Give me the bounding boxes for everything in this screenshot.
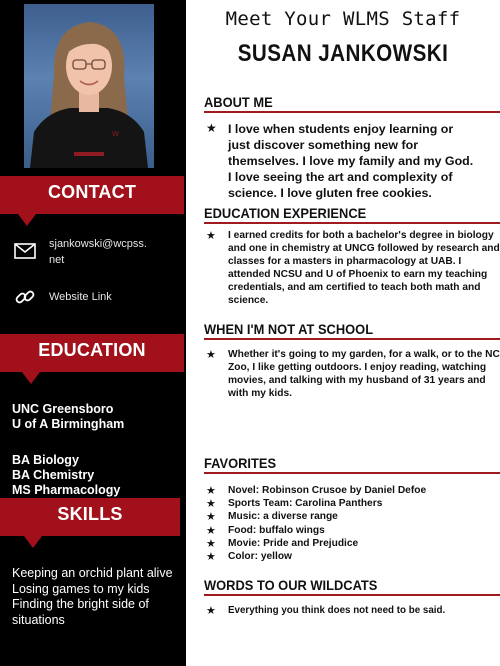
staff-photo: [24, 4, 154, 168]
not-at-school-title: WHEN I'M NOT AT SCHOOL: [204, 321, 374, 337]
star-icon: ★: [206, 484, 216, 497]
star-icon: ★: [206, 497, 216, 511]
favorite-text: Music: a diverse range: [228, 511, 338, 523]
school-2: U of A Birmingham: [12, 417, 125, 431]
email-link[interactable]: sjankowski@wcpss.net: [49, 238, 147, 266]
skills-list: [12, 566, 184, 628]
star-icon: ★: [206, 604, 216, 617]
favorites-list: [204, 484, 500, 563]
education-experience-item: [204, 229, 500, 307]
star-icon: ★: [206, 348, 216, 361]
about-text: I love when students enjoy learning or just discover something new for themselves. I love my family and my God. I love seeing the art and complexity of science. I love gluten free cookies.: [228, 122, 474, 200]
favorite-item: [204, 484, 500, 497]
education-experience-rule: [204, 222, 500, 224]
skills-title: SKILLS: [57, 504, 123, 524]
favorite-text: Food: buffalo wings: [228, 524, 325, 536]
degree-2: BA Chemistry: [12, 468, 95, 482]
star-icon: ★: [206, 549, 216, 563]
words-text: Everything you think does not need to be said.: [228, 605, 446, 616]
words-rule: [204, 594, 500, 596]
page-title: Meet Your WLMS Staff: [225, 8, 461, 30]
favorite-text: Novel: Robinson Crusoe by Daniel Defoe: [228, 485, 427, 496]
favorite-item: [204, 550, 500, 563]
not-at-school-item: [204, 348, 500, 400]
link-icon: [10, 282, 40, 312]
school-1: UNC Greensboro: [12, 402, 114, 416]
svg-text:W: W: [112, 130, 119, 138]
about-item: [204, 121, 500, 201]
education-banner: [0, 334, 184, 372]
skill-item: Keeping an orchid plant alive: [12, 566, 173, 580]
favorite-item: [204, 510, 500, 523]
skills-banner: [0, 498, 180, 536]
words-title: WORDS TO OUR WILDCATS: [204, 577, 378, 593]
website-link[interactable]: Website Link: [49, 291, 112, 303]
favorite-text: Movie: Pride and Prejudice: [228, 537, 359, 549]
education-title: EDUCATION: [38, 340, 146, 360]
star-icon: ★: [206, 523, 216, 537]
about-rule: [204, 111, 500, 113]
degree-3: MS Pharmacology: [12, 483, 121, 497]
favorite-item: [204, 524, 500, 537]
favorite-item: [204, 537, 500, 550]
favorites-title: FAVORITES: [204, 455, 277, 471]
favorite-text: Color: yellow: [228, 550, 292, 562]
star-icon: ★: [206, 229, 216, 242]
star-icon: ★: [206, 536, 216, 550]
star-icon: ★: [206, 510, 216, 524]
contact-title: CONTACT: [47, 182, 137, 202]
sidebar: [0, 0, 186, 666]
favorites-rule: [204, 472, 500, 474]
skill-item: Losing games to my kids: [12, 581, 150, 596]
words-item: [204, 604, 500, 617]
envelope-icon: [10, 236, 40, 266]
website-row[interactable]: [10, 282, 112, 312]
favorite-text: Sports Team: Carolina Panthers: [228, 498, 383, 510]
favorite-item: [204, 497, 500, 510]
skill-item: Finding the bright side of situations: [12, 597, 149, 627]
about-title: ABOUT ME: [204, 94, 273, 110]
staff-name: SUSAN JANKOWSKI: [237, 40, 449, 67]
education-experience-title: EDUCATION EXPERIENCE: [204, 205, 367, 221]
not-at-school-rule: [204, 338, 500, 340]
degree-1: BA Biology: [12, 453, 79, 467]
not-at-school-text: Whether it's going to my garden, for a walk, or to the NC Zoo, I like getting outdoors. I enjoy reading, watching movies, and talking with my husband of 31 years and with my kids.: [228, 349, 500, 399]
star-icon: ★: [206, 121, 217, 135]
education-experience-text: I earned credits for both a bachelor's degree in biology and one in chemistry at UNCG followed by research and classes for a masters in pharmacology at UAB. I attended NCSU and U of Phoenix to earn my teaching credentials, and am certified to teach both math and science.: [228, 230, 500, 306]
main-content: [186, 0, 500, 666]
email-row[interactable]: [10, 236, 149, 268]
contact-banner: [0, 176, 184, 214]
